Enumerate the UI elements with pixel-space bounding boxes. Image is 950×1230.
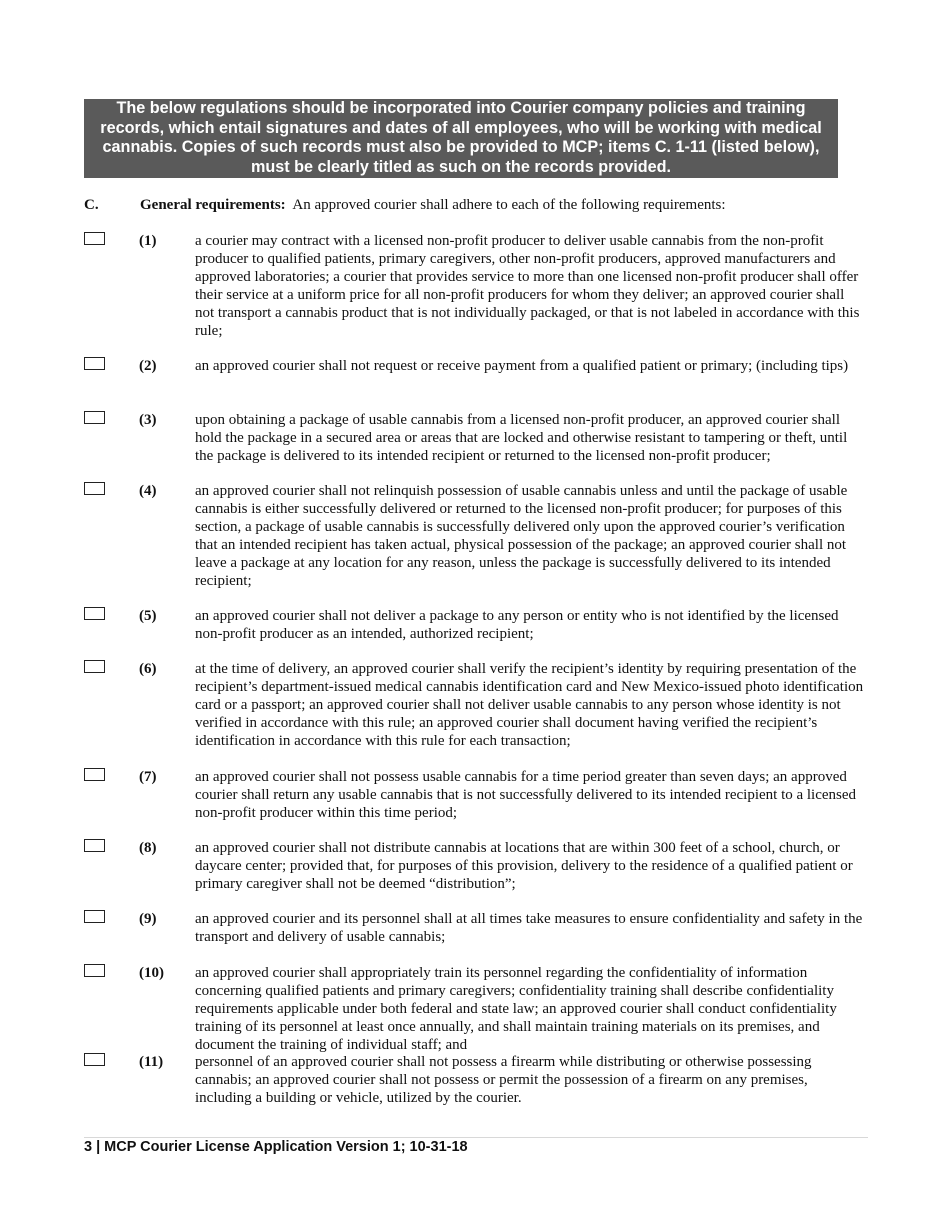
item-text: at the time of delivery, an approved courier shall verify the recipient’s identity by requiring presentation of the recipient’s department-issued medical cannabis identification card and New Mexico-issued photo identification card or a passport; an approved courier shall not deliver usable cannabis to any person whose identity is not verified in accordance with this rule; an approved courier shall document having verified the recipient’s identification in accordance with this rule for each transaction; bbox=[195, 661, 864, 749]
item-number: (7) bbox=[139, 769, 157, 785]
item-number: (9) bbox=[139, 911, 157, 927]
item-text: an approved courier shall not relinquish possession of usable cannabis unless and until the package of usable cannabis is either successfully delivered or returned to the licensed non-profit producer; for purposes of this section, a package of usable cannabis is successfully delivered only upon the approved courier’s verification that an intended recipient has taken actual, physical possession of the package; an approved courier shall not leave a package at any location for any reason, unless the package is successfully delivered to its intended recipient; bbox=[195, 483, 848, 589]
item-text: personnel of an approved courier shall not possess a firearm while distributing or otherwise possessing cannabis; an approved courier shall not possess or permit the possession of a firearm on any premises, including a building or vehicle, utilized by the courier. bbox=[195, 1054, 812, 1106]
item-text: a courier may contract with a licensed non-profit producer to deliver usable cannabis from the non-profit producer to qualified patients, primary caregivers, other non-profit producers, approved manufacturers and approved laboratories; a courier that provides service to more than one licensed non-profit producer shall offer their service at a uniform price for all non-profit producers for whom they deliver; an approved courier shall not transport a cannabis product that is not individually packaged, or that is not labeled in accordance with this rule; bbox=[195, 233, 860, 339]
item-number: (11) bbox=[139, 1054, 164, 1070]
item-text: an approved courier shall not distribute cannabis at locations that are within 300 feet of a school, church, or daycare center; provided that, for purposes of this provision, delivery to the residence of a qualified patient or primary caregiver shall not be deemed “distribution”; bbox=[195, 840, 853, 892]
section-intro-line bbox=[140, 196, 726, 214]
item-number: (6) bbox=[139, 661, 157, 677]
item-number: (2) bbox=[139, 358, 157, 374]
item-number: (1) bbox=[139, 233, 157, 249]
checkbox-item-3[interactable] bbox=[84, 411, 105, 424]
checkbox-item-1[interactable] bbox=[84, 232, 105, 245]
checkbox-item-9[interactable] bbox=[84, 910, 105, 923]
checkbox-item-10[interactable] bbox=[84, 964, 105, 977]
item-text: an approved courier and its personnel shall at all times take measures to ensure confidentiality and safety in the transport and delivery of usable cannabis; bbox=[195, 911, 863, 945]
checkbox-item-6[interactable] bbox=[84, 660, 105, 673]
checkbox-item-5[interactable] bbox=[84, 607, 105, 620]
checkbox-item-4[interactable] bbox=[84, 482, 105, 495]
item-text: an approved courier shall not deliver a package to any person or entity who is not identified by the licensed non-profit producer as an intended, authorized recipient; bbox=[195, 608, 839, 642]
item-number: (4) bbox=[139, 483, 157, 499]
item-number: (3) bbox=[139, 412, 157, 428]
checkbox-item-8[interactable] bbox=[84, 839, 105, 852]
item-text: an approved courier shall appropriately train its personnel regarding the confidentiality of information concerning qualified patients and primary caregivers; confidentiality training shall describe confidentiality requirements applicable under both federal and state law; an approved courier shall conduct confidentiality training of its personnel at least once annually, and shall maintain training materials on its premises, and document the training of individual staff; and bbox=[195, 965, 837, 1053]
checkbox-item-11[interactable] bbox=[84, 1053, 105, 1066]
section-label: General requirements: bbox=[140, 197, 286, 213]
item-number: (5) bbox=[139, 608, 157, 624]
checkbox-item-7[interactable] bbox=[84, 768, 105, 781]
item-number: (10) bbox=[139, 965, 164, 981]
section-letter: C. bbox=[84, 197, 99, 213]
section-intro: An approved courier shall adhere to each of the following requirements: bbox=[292, 197, 726, 213]
item-text: an approved courier shall not possess usable cannabis for a time period greater than seven days; an approved courier shall return any usable cannabis that is not successfully delivered to its intended recipient to a licensed non-profit producer within this time period; bbox=[195, 769, 857, 821]
page-footer: 3 | MCP Courier License Application Version 1; 10-31-18 bbox=[84, 1139, 468, 1155]
item-text: upon obtaining a package of usable cannabis from a licensed non-profit producer, an approved courier shall hold the package in a secured area or areas that are locked and otherwise resistant to tampering or theft, until the package is delivered to its intended recipient or returned to the licensed non-profit producer; bbox=[195, 412, 848, 464]
checkbox-item-2[interactable] bbox=[84, 357, 105, 370]
footer-divider bbox=[84, 1137, 868, 1138]
item-number: (8) bbox=[139, 840, 157, 856]
item-text: an approved courier shall not request or receive payment from a qualified patient or primary; (including tips) bbox=[195, 358, 849, 374]
instructions-banner: The below regulations should be incorporated into Courier company policies and training records, which entail signatures and dates of all employees, who will be working with medical cannabis. Copies of such records must also be provided to MCP; items C. 1-11 (listed below), must be clearly titled as such on the records provided. bbox=[84, 99, 838, 178]
